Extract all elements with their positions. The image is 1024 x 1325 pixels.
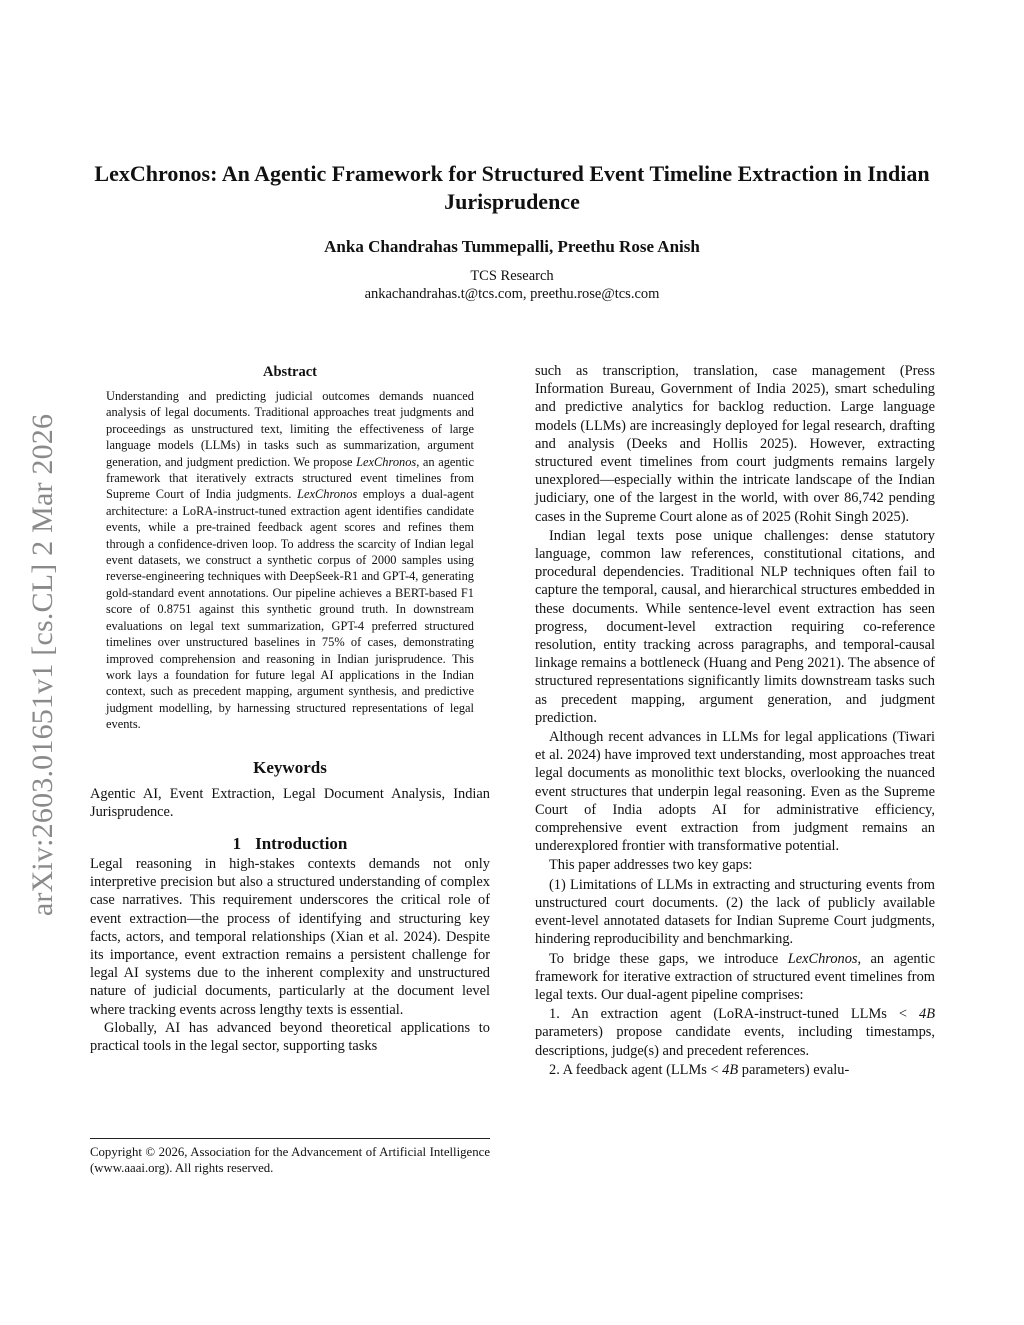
intro-paragraph-2-start: Globally, AI has advanced beyond theoretical applications to practical tools in the legal sector, supporting tasks bbox=[90, 1019, 490, 1054]
abstract-heading: Abstract bbox=[263, 364, 317, 380]
arxiv-identifier: arXiv:2603.01651v1 [cs.CL] 2 Mar 2026 bbox=[26, 413, 59, 917]
math-expression: 4B bbox=[919, 1006, 935, 1023]
arxiv-sidebar bbox=[0, 0, 80, 1325]
framework-name: LexChronos bbox=[356, 454, 417, 469]
left-column bbox=[90, 362, 490, 1055]
abstract-text bbox=[106, 388, 474, 733]
intro-paragraph-4: Although recent advances in LLMs for legal applications (Tiwari et al. 2024) have improved text understanding, most approaches treat legal documents as monolithic text blocks, overlooking the nuanced event structures that underpin legal reasoning. Even as the Supreme Court of India adopts AI for administrative efficiency, comprehensive event extraction from judgment remains an underexplored frontier with transformative potential. bbox=[535, 729, 935, 855]
abstract-part: employs a dual-agent architecture: a LoRA-instruct-tuned extraction agent identifies candidate events, while a pre-trained feedback agent scores and refines them through a confidence-driven loop. To address the scarcity of Indian legal event datasets, we construct a synthetic corpus of 2000 samples using reverse-engineering techniques with DeepSeek-R1 and GPT-4, generating gold-standard event annotations. Our pipeline achieves a BERT-based F1 score of 0.8751 against this synthetic ground truth. In downstream evaluations on legal text summarization, GPT-4 preferred structured timelines over unstructured baselines in 75% of cases, demonstrating improved comprehension and reasoning in Indian jurisprudence. This work lays a foundation for future legal AI applications in the Indian context, such as precedent mapping, argument synthesis, and predictive judgment modelling, by harnessing structured representations of legal events. bbox=[106, 487, 474, 732]
list-item-extraction-agent bbox=[535, 1005, 935, 1060]
intro-paragraph-2-continued: such as transcription, translation, case management (Press Information Bureau, Government of India 2025), smart scheduling and predictive analytics for backlog reduction. Large language models (LLMs) are increasingly deployed for legal research, drafting and analysis (Deeks and Hollis 2025). However, extracting structured event timelines from court judgments remains largely unexplored—especially within the intricate landscape of the Indian judiciary, one of the largest in the world, with over 86,742 pending cases in the Supreme Court alone as of 2025 (Rohit Singh 2025). bbox=[535, 363, 935, 525]
intro-paragraph-6: (1) Limitations of LLMs in extracting and structuring events from unstructured court documents. (2) the lack of publicly available event-level annotated datasets for Indian Supreme Court judgments, hindering reproducibility and benchmarking. bbox=[535, 876, 935, 948]
framework-name: LexChronos bbox=[297, 487, 358, 502]
right-column bbox=[535, 362, 935, 1079]
list-item-feedback-agent bbox=[535, 1061, 935, 1079]
introduction-heading bbox=[90, 833, 490, 855]
section-title: Introduction bbox=[255, 833, 348, 853]
list-text: parameters) evalu- bbox=[738, 1061, 850, 1078]
affiliation: TCS Research bbox=[470, 268, 554, 284]
author-emails: ankachandrahas.t@tcs.com, preethu.rose@tcs.com bbox=[364, 286, 660, 302]
intro-paragraph-3: Indian legal texts pose unique challenges: dense statutory language, common law references, constitutional citations, and procedural dependencies. Traditional NLP techniques often fail to capture the temporal, causal, and hierarchical structures embedded in these documents. While sentence-level event extraction has seen progress, document-level extraction requiring co-reference resolution, entity tracking across paragraphs, and temporal-causal linkage remains a bottleneck (Huang and Peng 2021). The absence of structured representations significantly limits downstream tasks such as precedent mapping, argument generation, and judgment prediction. bbox=[535, 527, 935, 726]
framework-name: LexChronos bbox=[787, 950, 858, 967]
keywords-text: Agentic AI, Event Extraction, Legal Document Analysis, Indian Jurisprudence. bbox=[90, 785, 490, 820]
intro-paragraph-5: This paper addresses two key gaps: bbox=[549, 857, 753, 874]
list-text: 2. A feedback agent (LLMs < bbox=[549, 1061, 723, 1078]
abstract-part: Understanding and predicting judicial outcomes demands nuanced analysis of legal documents. Traditional approaches treat judgments and proceedings as unstructured text, limiting the effectiveness of large language models (LLMs) in tasks such as summarization, argument generation, and judgment prediction. We propose bbox=[106, 389, 474, 469]
paragraph-part: , an agentic framework for iterative extraction of structured event timelines from legal texts. Our dual-agent pipeline comprises: bbox=[535, 950, 935, 1003]
copyright-footnote bbox=[90, 1138, 490, 1176]
intro-paragraph-1: Legal reasoning in high-stakes contexts demands not only interpretive precision but also a structured understanding of complex case narratives. This requirement underscores the critical role of event extraction—the process of identifying and structuring key facts, actors, and temporal relationships (Xian et al. 2024). Despite its importance, event extraction remains a persistent challenge for legal AI systems due to the inherent complexity and unstructured nature of judicial documents, particularly at the document level where tracking events across lengthy texts is essential. bbox=[90, 855, 490, 1018]
intro-paragraph-7 bbox=[535, 950, 935, 1005]
list-text: 1. An extraction agent (LoRA-instruct-tuned LLMs < bbox=[549, 1006, 919, 1023]
paragraph-part: To bridge these gaps, we introduce bbox=[549, 950, 788, 967]
paper-authors: Anka Chandrahas Tummepalli, Preethu Rose Anish bbox=[324, 237, 700, 256]
abstract-part: , an agentic framework that iteratively extracts structured event timelines from Supreme Court of India judgments. bbox=[106, 454, 474, 502]
copyright-text: Copyright © 2026, Association for the Advancement of Artificial Intelligence (www.aaai.org). All rights reserved. bbox=[90, 1145, 490, 1175]
list-text: parameters) propose candidate events, including timestamps, descriptions, judge(s) and precedent references. bbox=[535, 1024, 935, 1059]
math-expression: 4B bbox=[722, 1061, 739, 1078]
keywords-heading: Keywords bbox=[253, 757, 327, 777]
author-affiliation-block bbox=[80, 267, 944, 303]
paper-title: LexChronos: An Agentic Framework for Structured Event Timeline Extraction in Indian Jurisprudence bbox=[94, 161, 930, 214]
section-number: 1 bbox=[232, 833, 242, 853]
